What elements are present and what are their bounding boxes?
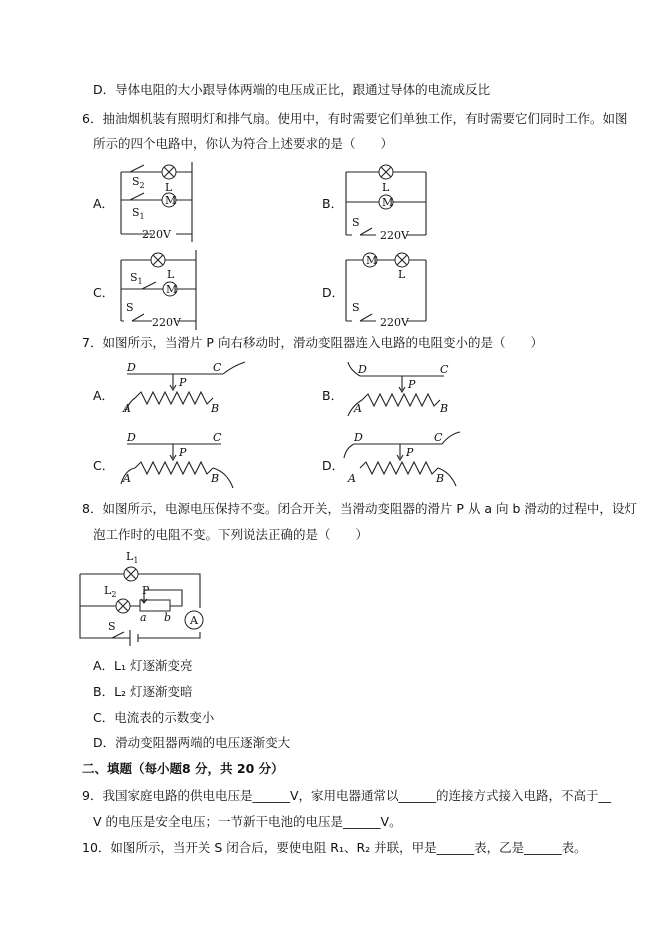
q6-stem-line1: 6．抽油烟机装有照明灯和排气扇。使用中，有时需要它们单独工作，有时需要它们同时工作。如图 (82, 111, 628, 126)
q8-b-label: b (164, 611, 172, 624)
q6a-motor-label: M (165, 194, 177, 207)
q8-option-a[interactable]: A．L₁ 灯逐渐变亮 (93, 658, 193, 673)
q6d-voltage-label: 220V (380, 316, 409, 329)
q7-option-b[interactable]: B． (322, 388, 344, 403)
q6b-lamp-l (379, 165, 393, 179)
q6d-motor-label: M (366, 254, 378, 267)
q8-stem-line2: 泡工作时的电阻不变。下列说法正确的是（ ） (93, 527, 369, 542)
q7-option-c[interactable]: C． (93, 458, 115, 473)
q7a-rheostat-diagram (115, 362, 245, 420)
q6a-switch-s1 (130, 193, 144, 200)
q7c-slider (170, 444, 176, 460)
q7a-label-d: D (127, 361, 136, 374)
q7d-label-p: P (406, 446, 414, 459)
q7-option-a[interactable]: A． (93, 388, 115, 403)
section-heading: 二、填题（每小题8 分，共 20 分） (82, 761, 284, 776)
q7b-label-b: B (440, 402, 449, 415)
q8-option-d[interactable]: D．滑动变阻器两端的电压逐渐变大 (93, 735, 291, 750)
q7b-label-a: A (354, 402, 362, 415)
q7b-coil (362, 394, 440, 406)
q7c-label-d: D (127, 431, 136, 444)
q7-stem: 7．如图所示，当滑片 P 向右移动时，滑动变阻器连入电路的电阻变小的是（ ） (82, 335, 543, 350)
q7d-label-a: A (348, 472, 356, 485)
q7a-label-c: C (213, 361, 222, 374)
q6c-switch-s (132, 314, 144, 321)
q10-line: 10．如图所示，当开关 S 闭合后，要使电阻 R₁、R₂ 并联，甲是______表，乙是______表。 (82, 840, 587, 855)
q5-option-d: D．导体电阻的大小跟导体两端的电压成正比，跟通过导体的电流成反比 (93, 82, 491, 97)
q6c-circuit-diagram (112, 248, 212, 332)
q8-stem-line1: 8．如图所示，电源电压保持不变。闭合开关，当滑动变阻器的滑片 P 从 a 向 b 滑动的过程中，设灯 (82, 501, 637, 516)
q6c-lamp-label: L (167, 268, 175, 281)
q6b-voltage-label: 220V (380, 229, 409, 242)
q6b-circuit-diagram (340, 160, 440, 244)
q7d-slider (397, 444, 403, 460)
q6-option-c[interactable]: C． (93, 285, 115, 300)
q6d-lamp-label: L (398, 268, 406, 281)
q8-a-label: a (140, 611, 147, 624)
q6b-motor-label: M (382, 196, 394, 209)
q7d-label-c: C (434, 431, 443, 444)
q7c-label-p: P (179, 446, 187, 459)
q6c-s-label: S (126, 301, 134, 314)
q7a-label-b: B (211, 402, 220, 415)
q7a-coil (135, 392, 213, 404)
q6-option-d[interactable]: D． (322, 285, 345, 300)
q6-stem-line2: 所示的四个电路中，你认为符合上述要求的是（ ） (93, 136, 394, 151)
q8-p-label: P (142, 584, 150, 597)
q6a-lamp-label: L (165, 181, 173, 194)
q7d-label-d: D (354, 431, 363, 444)
q7c-rheostat-diagram (115, 432, 240, 490)
q7b-label-d: D (358, 363, 367, 376)
q8-s-label: S (108, 620, 116, 633)
q7b-label-p: P (408, 378, 416, 391)
q7c-label-a: A (123, 472, 131, 485)
q8-lamp-l2 (116, 599, 130, 613)
q6-option-a[interactable]: A． (93, 196, 115, 211)
q8-lamp-l1 (124, 567, 138, 581)
q8-option-b[interactable]: B．L₂ 灯逐渐变暗 (93, 684, 193, 699)
q9-line2: V 的电压是安全电压；一节新干电池的电压是______V。 (93, 814, 402, 829)
q6b-s-label: S (352, 216, 360, 229)
q7c-label-b: B (211, 472, 220, 485)
q8-ammeter-label: A (190, 614, 198, 627)
q8-l1-label: $L_1$ (126, 550, 139, 565)
q7-option-d[interactable]: D． (322, 458, 345, 473)
q6c-voltage-label: 220V (152, 316, 181, 329)
q7c-label-c: C (213, 431, 222, 444)
q8-l2-label: $L_2$ (104, 584, 117, 599)
q7d-rheostat-diagram (342, 432, 467, 490)
q9-line1: 9．我国家庭电路的供电电压是______V，家用电器通常以______的连接方式接入电路，不高于__ (82, 788, 612, 803)
q6d-circuit-diagram (340, 248, 440, 332)
q6d-lamp-l (395, 253, 409, 267)
q6c-motor-label: M (166, 283, 178, 296)
q7a-label-p: P (179, 376, 187, 389)
q7d-lead-c (442, 432, 460, 444)
q6b-lamp-label: L (382, 181, 390, 194)
q7a-label-a: A (123, 402, 131, 415)
q6c-s1-label: $S_1$ (130, 271, 143, 286)
q6a-s1-label: $S_1$ (132, 206, 145, 221)
q6a-s2-label: $S_2$ (132, 175, 145, 190)
q6a-switch-s2 (130, 165, 144, 172)
q7b-label-c: C (440, 363, 449, 376)
q6b-switch-s (360, 228, 372, 235)
q7d-coil (360, 462, 438, 474)
q7d-label-b: B (436, 472, 445, 485)
q6c-switch-s1 (142, 282, 156, 289)
q7b-slider (399, 376, 405, 392)
q8-option-c[interactable]: C．电流表的示数变小 (93, 710, 215, 725)
q6-option-b[interactable]: B． (322, 196, 344, 211)
q6a-lamp-l (162, 165, 176, 179)
q8-battery (130, 630, 138, 646)
q8-circuit-diagram (78, 550, 208, 648)
q6d-switch-s (360, 314, 372, 321)
q7b-rheostat-diagram (340, 362, 460, 420)
q7c-coil (135, 462, 213, 474)
q6c-lamp-l (151, 253, 165, 267)
q7d-lead-d (344, 444, 354, 458)
q7a-lead-c (223, 362, 245, 374)
q7a-slider (170, 374, 176, 390)
q6a-voltage-label: 220V (142, 228, 171, 241)
q6a-circuit-diagram (112, 160, 212, 244)
q6d-s-label: S (352, 301, 360, 314)
